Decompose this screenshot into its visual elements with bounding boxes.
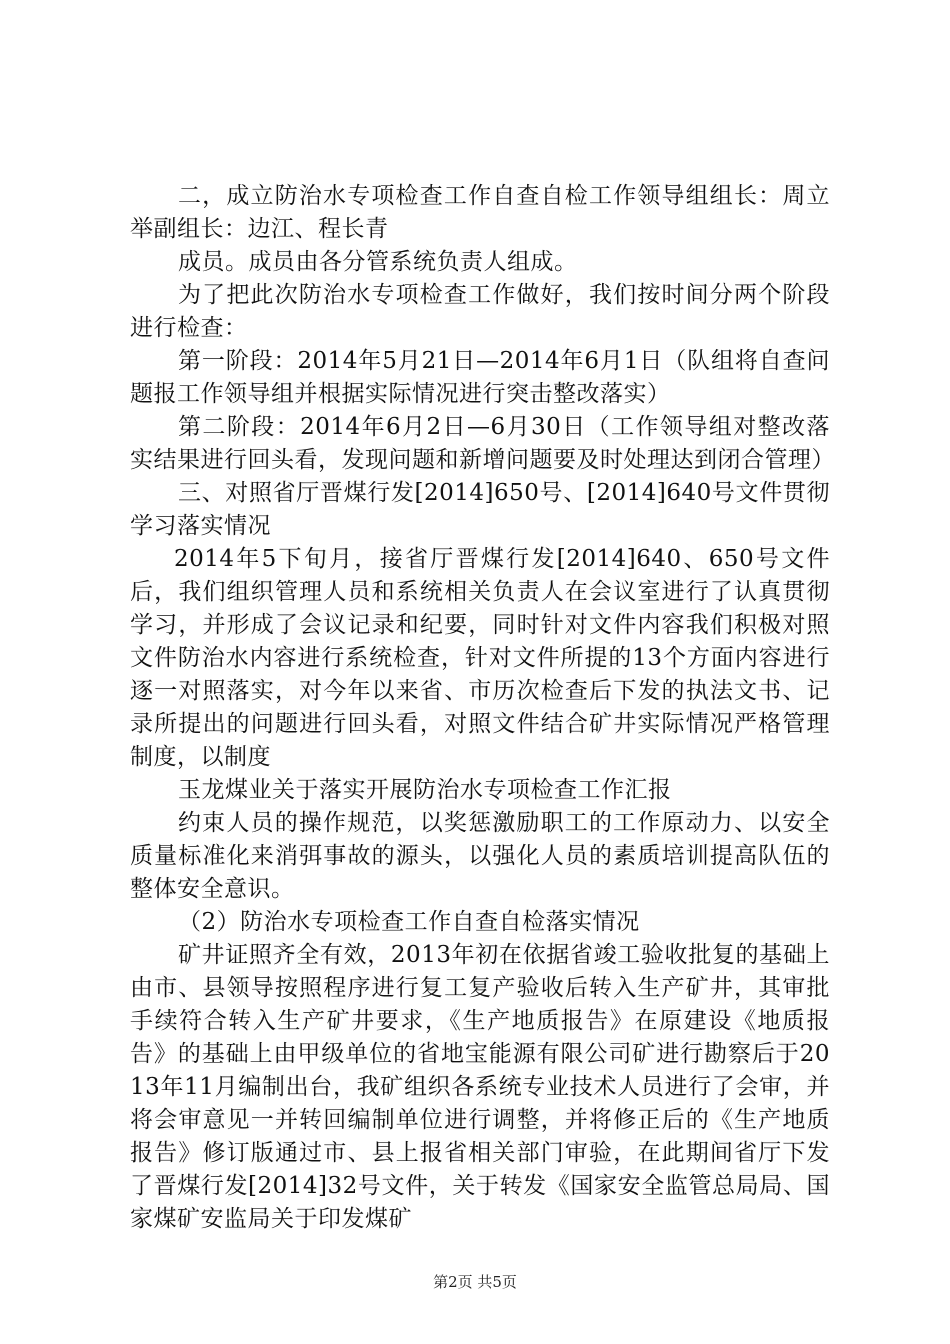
- paragraph-section-three-heading: 三、对照省厅晋煤行发[2014]650号、[2014]640号文件贯彻学习落实情况: [130, 480, 830, 539]
- paragraph-document-study: 2014年5下旬月，接省厅晋煤行发[2014]640、650号文件后，我们组织管理人员和系统相关负责人在会议室进行了认真贯彻学习，并形成了会议记录和纪要，同时针对文件内容我们积极对照文件防治水内容进行系统检查，针对文件所提的13个方面内容进行逐一对照落实，对今年以来省、市历次检查后下发的执法文书、记录所提出的问题进行回头看，对照文件结合矿井实际情况严格管理制度，以制度: [130, 546, 830, 770]
- paragraph-mine-licenses: 矿井证照齐全有效，2013年初在依据省竣工验收批复的基础上由市、县领导按照程序进行复工复产验收后转入生产矿井，其审批手续符合转入生产矿井要求，《生产地质报告》在原建设《地质报告》的基础上由甲级单位的省地宝能源有限公司矿进行勘察后于2013年11月编制出台，我矿组织各系统专业技术人员进行了会审，并将会审意见一并转回编制单位进行调整，并将修正后的《生产地质报告》修订版通过市、县上报省相关部门审验，在此期间省厅下发了晋煤行发[2014]32号文件，关于转发《国家安全监管总局局、国家煤矿安监局关于印发煤矿: [130, 942, 830, 1232]
- document-body: [130, 180, 835, 1236]
- paragraph-members: 成员。成员由各分管系统负责人组成。: [178, 249, 578, 275]
- paragraph-stage-two: 第二阶段：2014年6月2日—6月30日（工作领导组对整改落实结果进行回头看，发现问题和新增问题要及时处理达到闭合管理）: [130, 414, 835, 473]
- paragraph-personnel-constraints: 约束人员的操作规范，以奖惩激励职工的工作原动力、以安全质量标准化来消弭事故的源头，以强化人员的素质培训提高队伍的整体安全意识。: [130, 810, 830, 902]
- paragraph-inspection-stages: 为了把此次防治水专项检查工作做好，我们按时间分两个阶段进行检查：: [130, 282, 830, 341]
- paragraph-leadership-group: 二，成立防治水专项检查工作自查自检工作领导组组长：周立举副组长：边江、程长青: [130, 183, 830, 242]
- paragraph-report-title: 玉龙煤业关于落实开展防治水专项检查工作汇报: [178, 777, 672, 803]
- paragraph-subsection-two-heading: （2）防治水专项检查工作自查自检落实情况: [178, 909, 640, 935]
- page-number-footer: 第2页 共5页: [433, 1273, 517, 1291]
- paragraph-stage-one: 第一阶段：2014年5月21日—2014年6月1日（队组将自查问题报工作领导组并根据实际情况进行突击整改落实）: [130, 348, 830, 407]
